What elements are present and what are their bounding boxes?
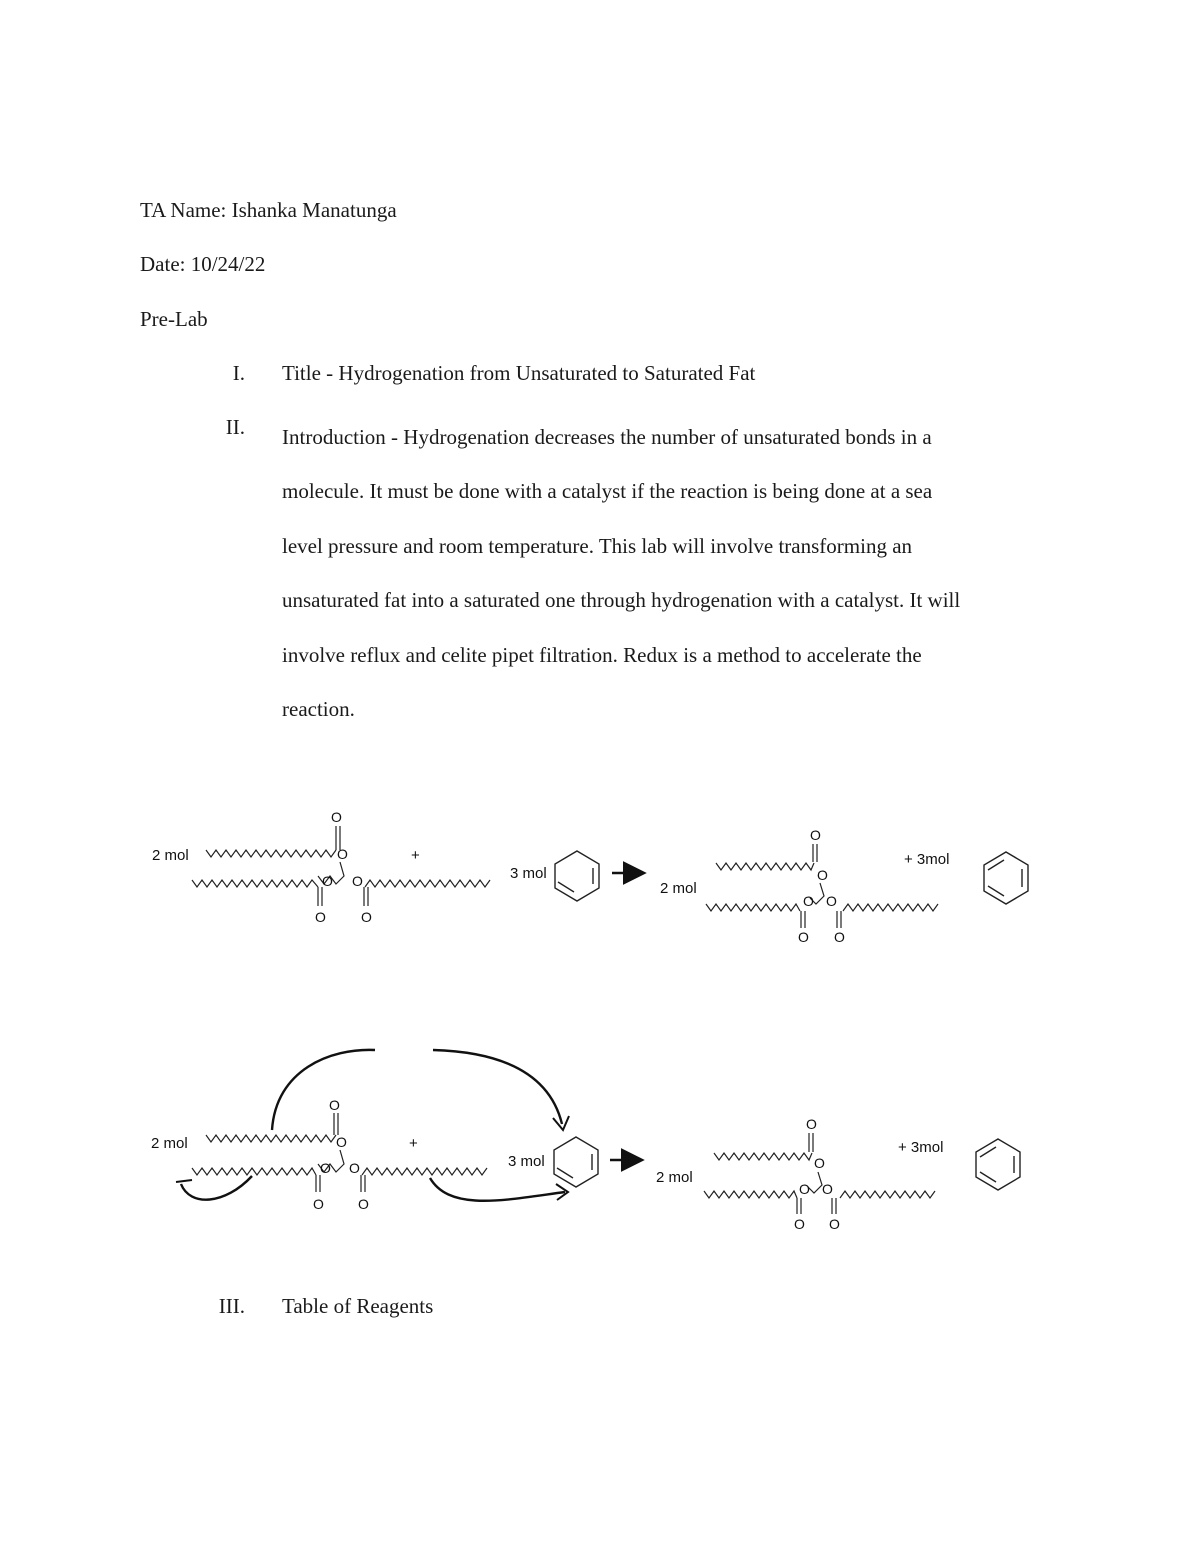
- oxygen-label: O: [331, 809, 342, 825]
- product-coefficient: 2 mol: [656, 1169, 693, 1186]
- oxygen-label: O: [322, 873, 333, 889]
- oxygen-label: O: [798, 929, 809, 945]
- fatty-acid-chain: [362, 1168, 487, 1175]
- reactant-coefficient: 2 mol: [152, 847, 189, 864]
- oxygen-label: O: [814, 1155, 825, 1171]
- outline-title: Title - Hydrogenation from Unsaturated to Saturated Fat: [282, 361, 756, 385]
- oxygen-label: O: [361, 909, 372, 925]
- section-heading: Pre-Lab: [140, 307, 208, 331]
- outline-numeral-2: II.: [225, 415, 245, 439]
- oxygen-label: O: [829, 1216, 840, 1232]
- saturated-chain: [840, 1191, 935, 1198]
- outline-numeral-1: I.: [232, 361, 245, 385]
- date: Date: 10/24/22: [140, 252, 266, 276]
- oxygen-label: O: [834, 929, 845, 945]
- oxygen-label: O: [799, 1181, 810, 1197]
- oxygen-label: O: [358, 1196, 369, 1212]
- intro-line: reaction.: [282, 697, 355, 722]
- oxygen-label: O: [803, 893, 814, 909]
- byproduct-label: + 3mol: [898, 1139, 944, 1156]
- oxygen-label: O: [349, 1160, 360, 1176]
- reagents-heading: Table of Reagents: [282, 1294, 434, 1318]
- saturated-chain: [716, 863, 814, 870]
- product-coefficient: 2 mol: [660, 880, 697, 897]
- saturated-chain: [704, 1191, 797, 1198]
- glycerol-backbone: [808, 1172, 822, 1193]
- oxygen-label: O: [794, 1216, 805, 1232]
- oxygen-label: O: [817, 867, 828, 883]
- oxygen-label: O: [336, 1134, 347, 1150]
- fatty-acid-chain: [206, 850, 336, 857]
- saturated-chain: [706, 904, 800, 911]
- mechanism-arrow: [430, 1178, 565, 1201]
- oxygen-label: O: [822, 1181, 833, 1197]
- saturated-chain: [843, 904, 938, 911]
- reactant-coefficient: 2 mol: [151, 1135, 188, 1152]
- intro-line: molecule. It must be done with a catalyst if the reaction is being done at a sea: [282, 479, 933, 504]
- saturated-chain: [714, 1153, 812, 1160]
- oxygen-label: O: [826, 893, 837, 909]
- intro-line: unsaturated fat into a saturated one through hydrogenation with a catalyst. It will: [282, 588, 961, 613]
- oxygen-label: O: [329, 1097, 340, 1113]
- oxygen-label: O: [315, 909, 326, 925]
- mechanism-arrow: [272, 1050, 375, 1130]
- donor-coefficient: 3 mol: [510, 865, 547, 882]
- plus-sign: +: [411, 847, 420, 864]
- oxygen-label: O: [320, 1160, 331, 1176]
- outline-numeral-3: III.: [218, 1294, 245, 1318]
- oxygen-label: O: [352, 873, 363, 889]
- mechanism-arrow: [433, 1050, 562, 1124]
- fatty-acid-chain: [206, 1135, 336, 1142]
- intro-line: Introduction - Hydrogenation decreases the number of unsaturated bonds in a: [282, 425, 932, 449]
- reaction-scheme-2: [151, 1050, 1020, 1232]
- oxygen-label: O: [337, 846, 348, 862]
- ta-name: TA Name: Ishanka Manatunga: [140, 198, 397, 222]
- fatty-acid-chain: [192, 1168, 316, 1175]
- reaction-scheme-1: [152, 809, 1028, 945]
- intro-line: level pressure and room temperature. This lab will involve transforming an: [282, 533, 913, 558]
- oxygen-label: O: [313, 1196, 324, 1212]
- plus-sign: +: [409, 1135, 418, 1152]
- intro-line: involve reflux and celite pipet filtration. Redux is a method to accelerate the: [282, 642, 922, 667]
- oxygen-label: O: [810, 827, 821, 843]
- donor-coefficient: 3 mol: [508, 1153, 545, 1170]
- fatty-acid-chain: [192, 880, 318, 887]
- byproduct-label: + 3mol: [904, 851, 950, 868]
- fatty-acid-chain: [365, 880, 490, 887]
- oxygen-label: O: [806, 1116, 817, 1132]
